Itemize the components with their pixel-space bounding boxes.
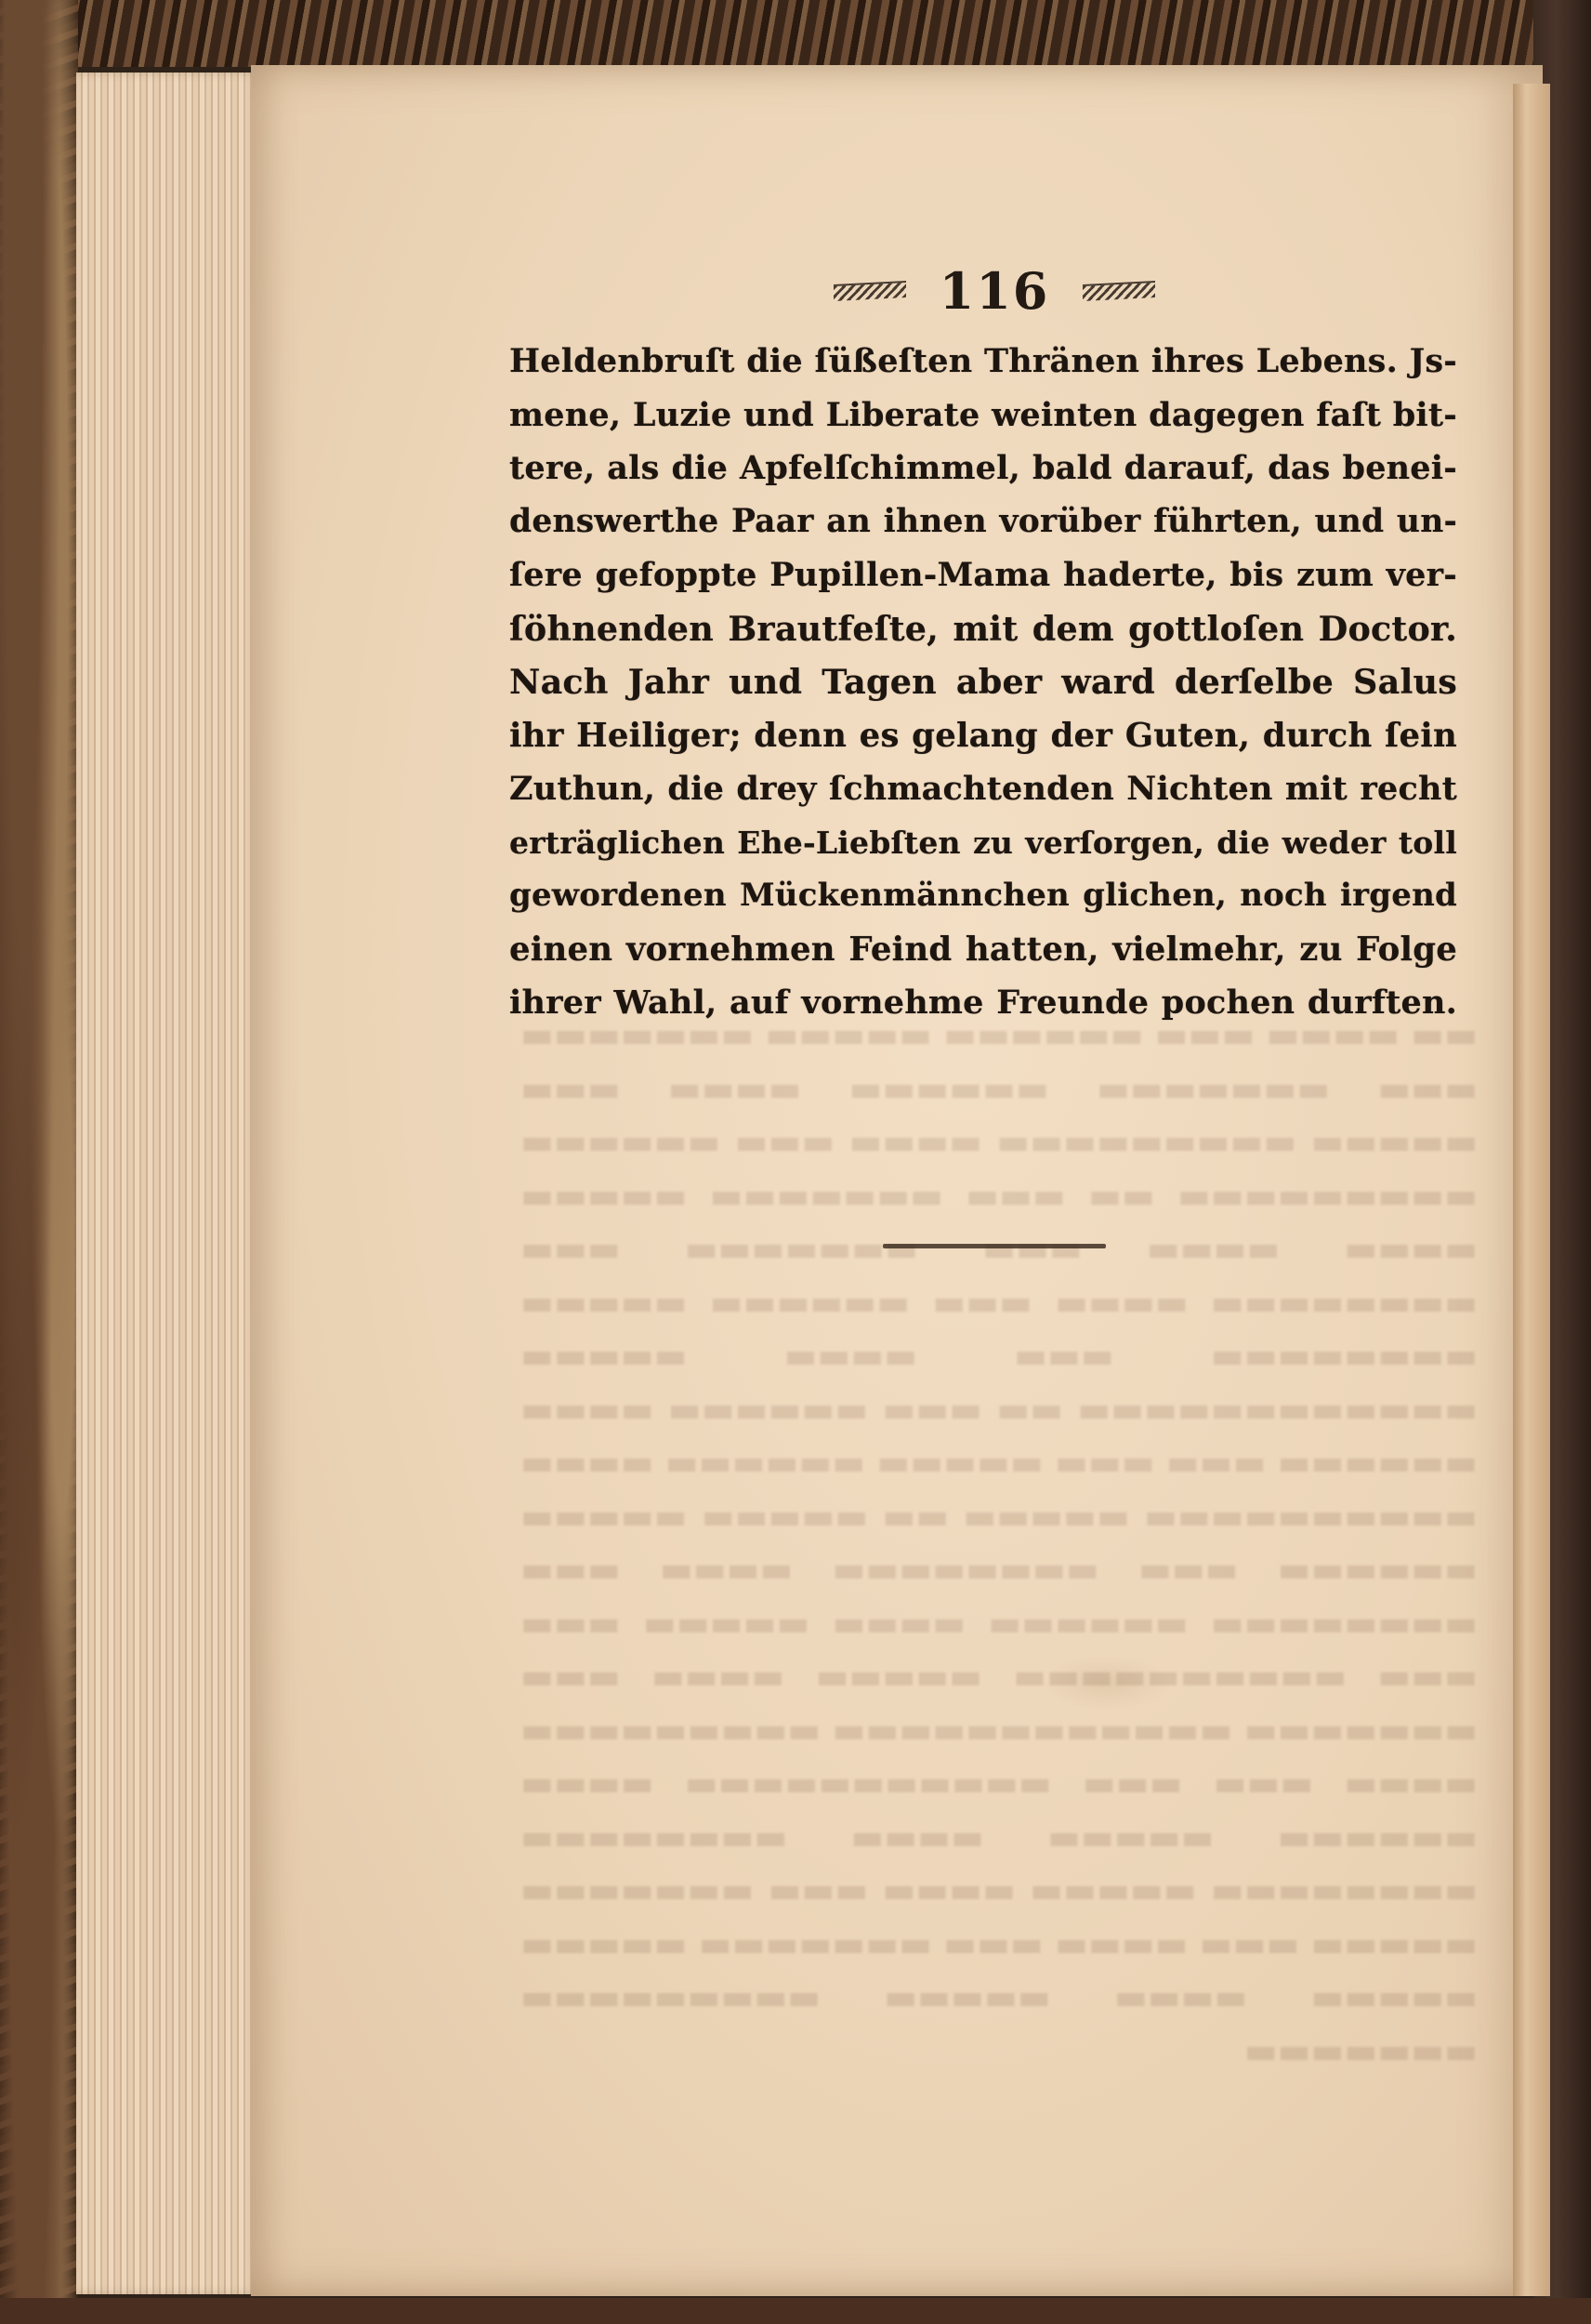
header-ornament-right [1083, 281, 1155, 301]
body-text [509, 335, 1457, 1030]
book-cover-bottom-edge [0, 2298, 1591, 2324]
marbled-cover-left [0, 0, 78, 2324]
page-header [781, 258, 1208, 324]
text-line: tere, als die Apfelſchimmel, bald darauf, das benei- [509, 449, 1457, 487]
text-line: mene, Luzie und Liberate weinten dagegen faſt bit- [509, 395, 1457, 434]
text-line: gewordenen Mückenmännchen glichen, noch irgend [509, 877, 1457, 914]
text-line: ihr Heiliger; denn es gelang der Guten, durch ſein [509, 716, 1457, 755]
text-line: ſöhnenden Brautfeſte, mit dem gottloſen Doctor. [509, 608, 1457, 649]
section-rule [883, 1244, 1106, 1248]
header-ornament-left [834, 281, 906, 301]
text-line: denswerthe Paar an ihnen vorüber führten, und un- [509, 502, 1457, 540]
next-page-edge [1513, 84, 1550, 2296]
text-line: ſere gefoppte Pupillen-Mama haderte, bis zum ver- [509, 556, 1457, 594]
text-line: erträglichen Ehe-Liebſten zu verſorgen, die weder toll [509, 824, 1457, 861]
text-line: einen vornehmen Feind hatten, vielmehr, zu Folge [509, 930, 1457, 969]
text-line: Heldenbruſt die ſüßeſten Thränen ihres Lebens. Js- [509, 342, 1457, 380]
text-line: ihrer Wahl, auf vornehme Freunde pochen durften. [509, 984, 1457, 1022]
page-edges [76, 73, 262, 2294]
text-line: Nach Jahr und Tagen aber ward derſelbe Salus [509, 662, 1457, 702]
text-line: Zuthun, die drey ſchmachtenden Nichten mit recht [509, 770, 1457, 808]
book-cover-top-edge [0, 0, 1591, 67]
page-number: 116 [939, 261, 1050, 321]
paper-stain [1041, 1655, 1171, 1710]
